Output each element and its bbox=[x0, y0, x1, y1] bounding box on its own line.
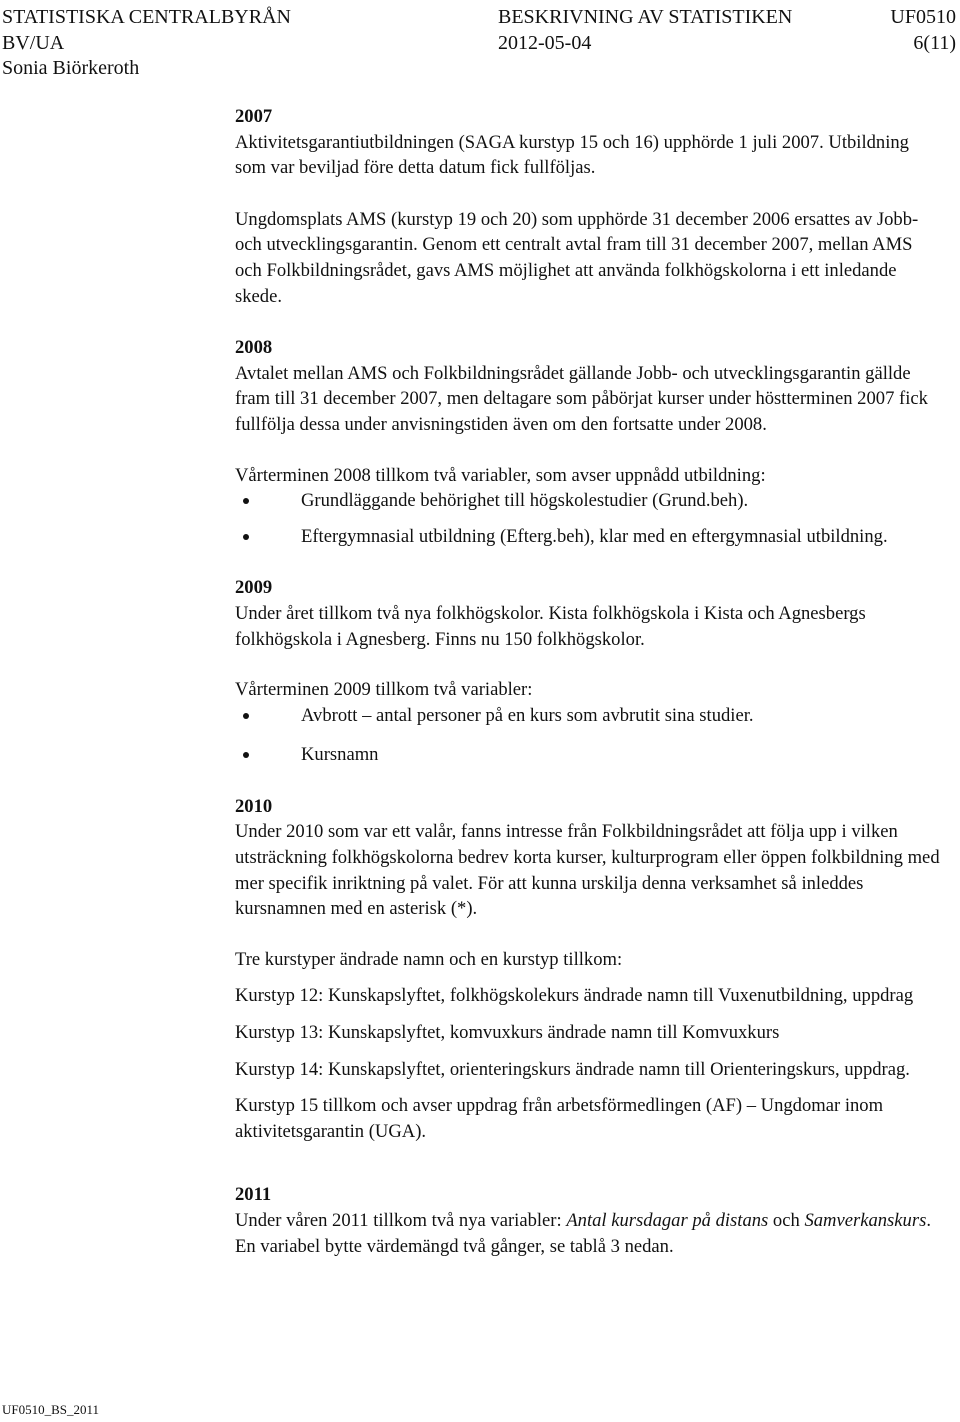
header-code: UF0510 bbox=[890, 6, 956, 28]
bullet-list-2009 bbox=[235, 703, 941, 768]
list-item: Grundläggande behörighet till högskolestudier (Grund.beh). bbox=[235, 488, 941, 514]
paragraph-2011-1 bbox=[235, 1208, 941, 1259]
kurstyp-14: Kurstyp 14: Kunskapslyftet, orienteringskurs ändrade namn till Orienteringskurs, uppdrag. bbox=[235, 1058, 910, 1080]
paragraph-2008-2: Vårterminen 2008 tillkom två variabler, som avser uppnådd utbildning: bbox=[235, 464, 766, 486]
section-heading-2009: 2009 bbox=[235, 577, 273, 599]
text-run: . En variabel bytte värdemängd två gånger, se tablå 3 nedan. bbox=[235, 1210, 931, 1257]
kurstyp-15: Kurstyp 15 tillkom och avser uppdrag från arbetsförmedlingen (AF) – Ungdomar inom aktivitetsgarantin (UGA). bbox=[235, 1095, 884, 1142]
text-run: och bbox=[768, 1210, 805, 1231]
list-item: Eftergymnasial utbildning (Efterg.beh), klar med en eftergymnasial utbildning. bbox=[235, 524, 941, 550]
paragraph-2007-1: Aktivitetsgarantiutbildningen (SAGA kurstyp 15 och 16) upphörde 1 juli 2007. Utbildning som var beviljad före detta datum fick fullföljas. bbox=[235, 131, 909, 179]
header-unit: BV/UA bbox=[2, 32, 65, 54]
paragraph-2010-1: Under 2010 som var ett valår, fanns intresse från Folkbildningsrådet att följa upp i vilken utsträckning folkhögskolorna bedrev korta kurser, kulturprogram eller öppen folkbildning med mer specifik inriktning på valet. För att kunna urskilja denna verksamhet så inleddes kursnamnen med en asterisk (*). bbox=[235, 821, 940, 920]
variable-name-distans: Antal kursdagar på distans bbox=[566, 1210, 769, 1231]
section-heading-2008: 2008 bbox=[235, 337, 273, 359]
paragraph-2009-1: Under året tillkom två nya folkhögskolor. Kista folkhögskola i Kista och Agnesbergs folkhögskola i Agnesberg. Finns nu 150 folkhögskolor. bbox=[235, 602, 866, 650]
header-doc-type: BESKRIVNING AV STATISTIKEN bbox=[498, 6, 793, 28]
list-item: Avbrott – antal personer på en kurs som avbrutit sina studier. bbox=[235, 703, 941, 729]
list-item: Kursnamn bbox=[235, 742, 941, 768]
paragraph-2008-1: Avtalet mellan AMS och Folkbildningsrådet gällande Jobb- och utvecklingsgarantin gällde fram till 31 december 2007, men deltagare som påbörjat kurser under höstterminen 2007 fick fullfölja dessa under anvisningstiden även om den fortsatte under 2008. bbox=[235, 362, 928, 435]
kurstyp-13: Kurstyp 13: Kunskapslyftet, komvuxkurs ändrade namn till Komvuxkurs bbox=[235, 1022, 780, 1044]
section-heading-2010: 2010 bbox=[235, 795, 273, 817]
variable-name-samverkanskurs: Samverkanskurs bbox=[804, 1210, 927, 1231]
header-page-number: 6(11) bbox=[913, 32, 956, 54]
paragraph-2009-2: Vårterminen 2009 tillkom två variabler: bbox=[235, 679, 533, 701]
page-footer: UF0510_BS_2011 bbox=[2, 1402, 100, 1417]
header-org: STATISTISKA CENTRALBYRÅN bbox=[2, 6, 291, 28]
header-date: 2012-05-04 bbox=[498, 32, 592, 54]
bullet-list-2008 bbox=[235, 488, 941, 549]
section-heading-2007: 2007 bbox=[235, 106, 273, 127]
kurstyp-12: Kurstyp 12: Kunskapslyftet, folkhögskolekurs ändrade namn till Vuxenutbildning, uppdrag bbox=[235, 985, 914, 1007]
text-run: Under våren 2011 tillkom två nya variabler: bbox=[235, 1210, 567, 1231]
header-author: Sonia Biörkeroth bbox=[2, 57, 140, 79]
document-body bbox=[235, 104, 941, 1259]
paragraph-2007-2: Ungdomsplats AMS (kurstyp 19 och 20) som upphörde 31 december 2006 ersattes av Jobb- och utvecklingsgarantin. Genom ett centralt avtal fram till 31 december 2007, mellan AMS och Folkbildningsrådet, gavs AMS möjlighet att använda folkhögskolorna i ett inledande skede. bbox=[235, 208, 919, 307]
paragraph-2010-2: Tre kurstyper ändrade namn och en kurstyp tillkom: bbox=[235, 948, 623, 970]
section-heading-2011: 2011 bbox=[235, 1184, 272, 1206]
